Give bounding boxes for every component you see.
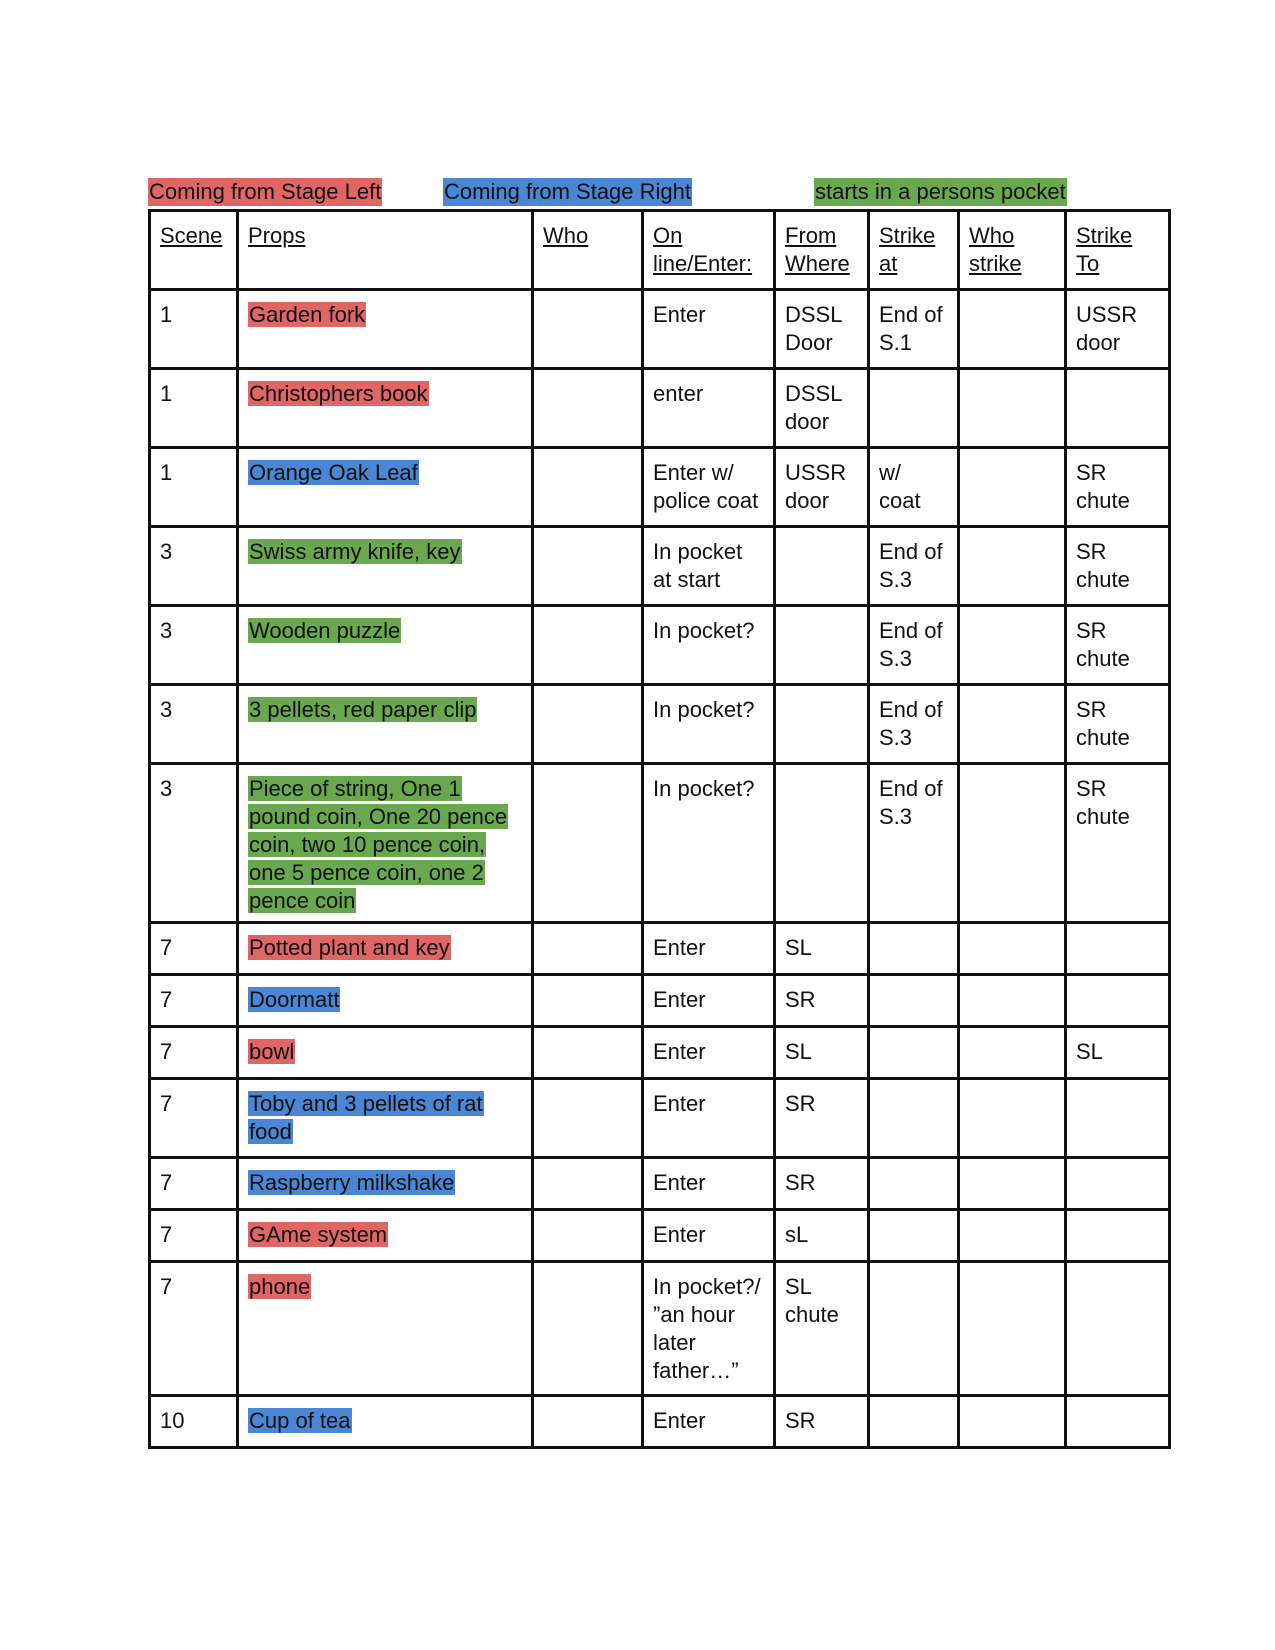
cell-strike-to	[1066, 1396, 1170, 1448]
cell-from: DSSL door	[775, 369, 869, 448]
cell-enter: Enter	[643, 1158, 775, 1210]
cell-scene: 7	[150, 1027, 238, 1079]
prop-label: Orange Oak Leaf	[249, 460, 418, 485]
cell-strike-to: SL	[1066, 1027, 1170, 1079]
cell-enter: Enter	[643, 1027, 775, 1079]
cell-from: SR	[775, 1158, 869, 1210]
cell-strike-at	[869, 1262, 959, 1396]
prop-label: Christophers book	[249, 381, 428, 406]
prop-label: Wooden puzzle	[249, 618, 401, 643]
cell-who-strike	[959, 685, 1066, 764]
header-props: Props	[238, 211, 533, 290]
table-row	[150, 369, 1170, 448]
prop-label: GAme system	[249, 1222, 388, 1247]
cell-strike-to	[1066, 975, 1170, 1027]
cell-scene: 1	[150, 448, 238, 527]
legend-stage-right-label: Coming from Stage Right	[444, 179, 691, 204]
table-row	[150, 606, 1170, 685]
cell-strike-to: SR chute	[1066, 764, 1170, 923]
cell-scene: 3	[150, 685, 238, 764]
cell-strike-to: USSR door	[1066, 290, 1170, 369]
cell-from: sL	[775, 1210, 869, 1262]
header-who-strike: Who strike	[959, 211, 1066, 290]
cell-from: USSR door	[775, 448, 869, 527]
cell-strike-at: End of S.3	[869, 527, 959, 606]
cell-strike-to	[1066, 1210, 1170, 1262]
cell-strike-at: End of S.3	[869, 764, 959, 923]
cell-enter: Enter	[643, 290, 775, 369]
cell-scene: 10	[150, 1396, 238, 1448]
cell-enter: In pocket?/ ”an hour later father…”	[643, 1262, 775, 1396]
cell-who	[533, 685, 643, 764]
cell-enter: Enter w/ police coat	[643, 448, 775, 527]
cell-prop	[238, 1396, 533, 1448]
prop-label: phone	[249, 1274, 311, 1299]
cell-scene: 7	[150, 1262, 238, 1396]
header-who: Who	[533, 211, 643, 290]
prop-label: Doormatt	[249, 987, 340, 1012]
cell-who-strike	[959, 1027, 1066, 1079]
cell-who	[533, 975, 643, 1027]
cell-enter: Enter	[643, 1079, 775, 1158]
header-scene: Scene	[150, 211, 238, 290]
table-row	[150, 975, 1170, 1027]
cell-strike-at	[869, 1079, 959, 1158]
prop-label: Garden fork	[249, 302, 366, 327]
cell-scene: 3	[150, 527, 238, 606]
cell-prop	[238, 1158, 533, 1210]
cell-prop	[238, 1262, 533, 1396]
cell-enter: In pocket?	[643, 685, 775, 764]
cell-enter: enter	[643, 369, 775, 448]
cell-who	[533, 290, 643, 369]
cell-strike-at	[869, 1158, 959, 1210]
cell-prop	[238, 975, 533, 1027]
cell-who-strike	[959, 1396, 1066, 1448]
cell-strike-to: SR chute	[1066, 527, 1170, 606]
cell-who	[533, 1158, 643, 1210]
table-row	[150, 290, 1170, 369]
cell-strike-at	[869, 1027, 959, 1079]
cell-who	[533, 923, 643, 975]
cell-from	[775, 764, 869, 923]
cell-who	[533, 1262, 643, 1396]
prop-label: Cup of tea	[249, 1408, 351, 1433]
cell-from: SR	[775, 1079, 869, 1158]
cell-who-strike	[959, 1210, 1066, 1262]
table-row	[150, 448, 1170, 527]
prop-label: Piece of string, One 1 pound coin, One 20 pence coin, two 10 pence coin, one 5 pence coin, one 2 pence coin	[249, 776, 508, 913]
prop-label: Raspberry milkshake	[249, 1170, 455, 1195]
header-row	[150, 211, 1170, 290]
cell-prop	[238, 1027, 533, 1079]
cell-who-strike	[959, 923, 1066, 975]
table-row	[150, 923, 1170, 975]
cell-who	[533, 1210, 643, 1262]
cell-scene: 3	[150, 764, 238, 923]
table-row	[150, 1158, 1170, 1210]
prop-label: Toby and 3 pellets of rat food	[249, 1091, 483, 1144]
cell-prop	[238, 764, 533, 923]
cell-strike-to	[1066, 1158, 1170, 1210]
cell-enter: In pocket?	[643, 764, 775, 923]
cell-who-strike	[959, 1158, 1066, 1210]
cell-strike-to: SR chute	[1066, 606, 1170, 685]
cell-who-strike	[959, 1079, 1066, 1158]
cell-scene: 3	[150, 606, 238, 685]
cell-who-strike	[959, 448, 1066, 527]
cell-who	[533, 1079, 643, 1158]
table-row	[150, 1262, 1170, 1396]
cell-scene: 7	[150, 1079, 238, 1158]
table-row	[150, 685, 1170, 764]
cell-prop	[238, 1079, 533, 1158]
cell-prop	[238, 606, 533, 685]
cell-enter: In pocket at start	[643, 527, 775, 606]
cell-from	[775, 527, 869, 606]
cell-strike-to	[1066, 1079, 1170, 1158]
cell-who	[533, 1027, 643, 1079]
table-row	[150, 1079, 1170, 1158]
cell-from	[775, 606, 869, 685]
cell-from: SL	[775, 923, 869, 975]
legend-pocket-label: starts in a persons pocket	[815, 179, 1066, 204]
header-strike-to: Strike To	[1066, 211, 1170, 290]
cell-who	[533, 527, 643, 606]
table-row	[150, 1396, 1170, 1448]
cell-strike-to	[1066, 369, 1170, 448]
cell-strike-at	[869, 369, 959, 448]
cell-strike-to	[1066, 923, 1170, 975]
props-table	[148, 209, 1171, 1449]
cell-who	[533, 1396, 643, 1448]
cell-from: SL chute	[775, 1262, 869, 1396]
table-row	[150, 1210, 1170, 1262]
header-strike-at: Strike at	[869, 211, 959, 290]
cell-scene: 1	[150, 290, 238, 369]
cell-who-strike	[959, 369, 1066, 448]
cell-scene: 7	[150, 923, 238, 975]
cell-scene: 1	[150, 369, 238, 448]
cell-strike-at	[869, 1396, 959, 1448]
cell-strike-at	[869, 975, 959, 1027]
cell-strike-to: SR chute	[1066, 448, 1170, 527]
cell-enter: Enter	[643, 975, 775, 1027]
cell-who-strike	[959, 606, 1066, 685]
cell-who	[533, 606, 643, 685]
cell-who-strike	[959, 290, 1066, 369]
cell-strike-to	[1066, 1262, 1170, 1396]
cell-who	[533, 764, 643, 923]
cell-strike-at: End of S.3	[869, 685, 959, 764]
cell-strike-at	[869, 923, 959, 975]
prop-label: 3 pellets, red paper clip	[249, 697, 477, 722]
cell-from	[775, 685, 869, 764]
cell-prop	[238, 923, 533, 975]
cell-strike-at	[869, 1210, 959, 1262]
cell-prop	[238, 290, 533, 369]
cell-who	[533, 448, 643, 527]
cell-who-strike	[959, 764, 1066, 923]
cell-who-strike	[959, 1262, 1066, 1396]
table-row	[150, 527, 1170, 606]
cell-scene: 7	[150, 1158, 238, 1210]
table-row	[150, 764, 1170, 923]
legend-pocket	[814, 178, 1067, 206]
cell-prop	[238, 448, 533, 527]
cell-scene: 7	[150, 1210, 238, 1262]
legend-stage-right	[443, 178, 692, 206]
cell-enter: Enter	[643, 1396, 775, 1448]
prop-label: Swiss army knife, key	[249, 539, 461, 564]
cell-from: DSSL Door	[775, 290, 869, 369]
cell-prop	[238, 685, 533, 764]
header-from-where: From Where	[775, 211, 869, 290]
cell-who	[533, 369, 643, 448]
cell-from: SR	[775, 1396, 869, 1448]
table-row	[150, 1027, 1170, 1079]
header-on-line-enter: On line/Enter:	[643, 211, 775, 290]
cell-strike-at: End of S.1	[869, 290, 959, 369]
legend-stage-left	[148, 178, 382, 206]
cell-enter: Enter	[643, 1210, 775, 1262]
cell-who-strike	[959, 527, 1066, 606]
cell-from: SR	[775, 975, 869, 1027]
cell-strike-to: SR chute	[1066, 685, 1170, 764]
cell-strike-at: w/ coat	[869, 448, 959, 527]
cell-enter: Enter	[643, 923, 775, 975]
prop-label: Potted plant and key	[249, 935, 450, 960]
cell-strike-at: End of S.3	[869, 606, 959, 685]
cell-prop	[238, 527, 533, 606]
cell-from: SL	[775, 1027, 869, 1079]
legend-stage-left-label: Coming from Stage Left	[149, 179, 382, 204]
cell-who-strike	[959, 975, 1066, 1027]
cell-prop	[238, 369, 533, 448]
cell-prop	[238, 1210, 533, 1262]
cell-enter: In pocket?	[643, 606, 775, 685]
prop-label: bowl	[249, 1039, 295, 1064]
cell-scene: 7	[150, 975, 238, 1027]
